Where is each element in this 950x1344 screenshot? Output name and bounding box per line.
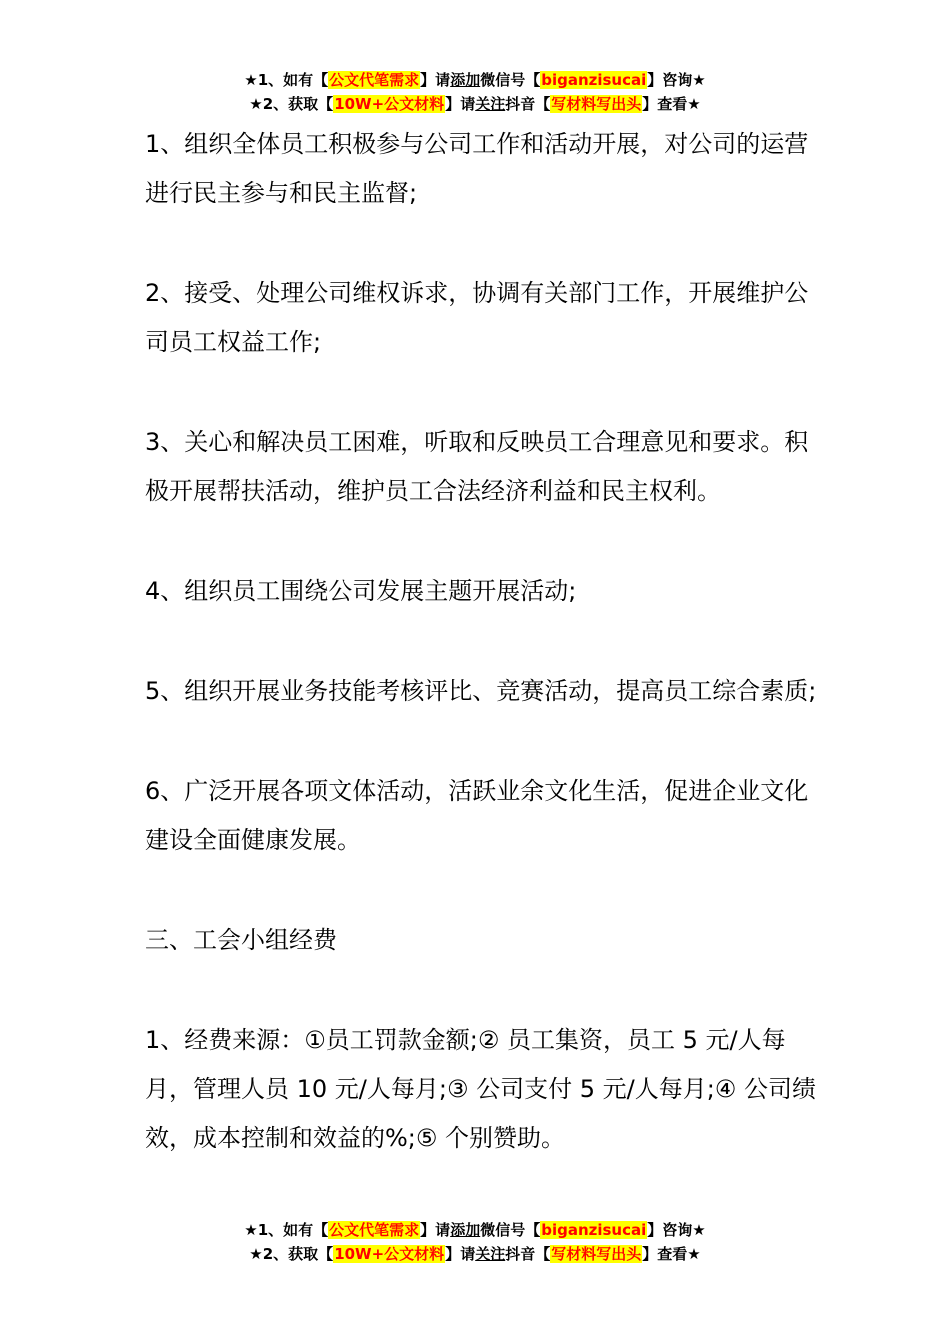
banner-text: 】查看★	[642, 95, 701, 113]
banner-text: 】请	[420, 71, 451, 89]
banner-line-2	[0, 1242, 950, 1266]
banner-text: 抖音【	[505, 1245, 551, 1263]
banner-text: 】请	[445, 1245, 476, 1263]
banner-text: 】咨询★	[647, 71, 706, 89]
paragraph-funding-sources: 1、经费来源：①员工罚款金额;② 员工集资，员工 5 元/人每月，管理人员 10 元/人每月;③ 公司支付 5 元/人每月;④ 公司绩效，成本控制和效益的%;⑤ 个别赞助。	[145, 1026, 816, 1152]
document-body	[145, 120, 825, 1163]
banner-line-2	[0, 92, 950, 116]
banner-text: 】请	[445, 95, 476, 113]
banner-follow-text: 关注	[475, 95, 506, 113]
banner-add-text: 添加	[450, 71, 481, 89]
highlight-materials: 10W+公文材料	[334, 95, 445, 113]
banner-line-1	[0, 68, 950, 92]
highlight-douyin-account: 写材料写出头	[551, 95, 642, 113]
banner-text: 抖音【	[505, 95, 551, 113]
banner-text: ★1、如有【	[244, 1221, 329, 1239]
highlight-ghostwriting-demand: 公文代笔需求	[329, 1221, 420, 1239]
paragraph-6: 6、广泛开展各项文体活动，活跃业余文化生活，促进企业文化建设全面健康发展。	[145, 777, 809, 854]
banner-follow-text: 关注	[475, 1245, 506, 1263]
paragraph-1: 1、组织全体员工积极参与公司工作和活动开展，对公司的运营进行民主参与和民主监督;	[145, 130, 809, 207]
banner-text: ★1、如有【	[244, 71, 329, 89]
banner-text: ★2、获取【	[249, 95, 334, 113]
banner-text: 】咨询★	[647, 1221, 706, 1239]
bottom-banner	[0, 1218, 950, 1266]
banner-text: ★2、获取【	[249, 1245, 334, 1263]
paragraph-2: 2、接受、处理公司维权诉求，协调有关部门工作，开展维护公司员工权益工作;	[145, 279, 809, 356]
paragraph-3: 3、关心和解决员工困难，听取和反映员工合理意见和要求。积极开展帮扶活动，维护员工合法经济利益和民主权利。	[145, 428, 809, 505]
banner-add-text: 添加	[450, 1221, 481, 1239]
banner-text: 】请	[420, 1221, 451, 1239]
banner-text: 微信号【	[480, 71, 541, 89]
paragraph-5: 5、组织开展业务技能考核评比、竞赛活动，提高员工综合素质;	[145, 677, 817, 705]
highlight-ghostwriting-demand: 公文代笔需求	[329, 71, 420, 89]
highlight-materials: 10W+公文材料	[334, 1245, 445, 1263]
highlight-douyin-account: 写材料写出头	[551, 1245, 642, 1263]
banner-text: 】查看★	[642, 1245, 701, 1263]
banner-line-1	[0, 1218, 950, 1242]
top-banner	[0, 68, 950, 116]
highlight-wechat-id: biganzisucai	[541, 71, 647, 89]
highlight-wechat-id: biganzisucai	[541, 1221, 647, 1239]
banner-text: 微信号【	[480, 1221, 541, 1239]
paragraph-4: 4、组织员工围绕公司发展主题开展活动;	[145, 577, 577, 605]
section-heading-union-funds: 三、工会小组经费	[145, 926, 337, 954]
